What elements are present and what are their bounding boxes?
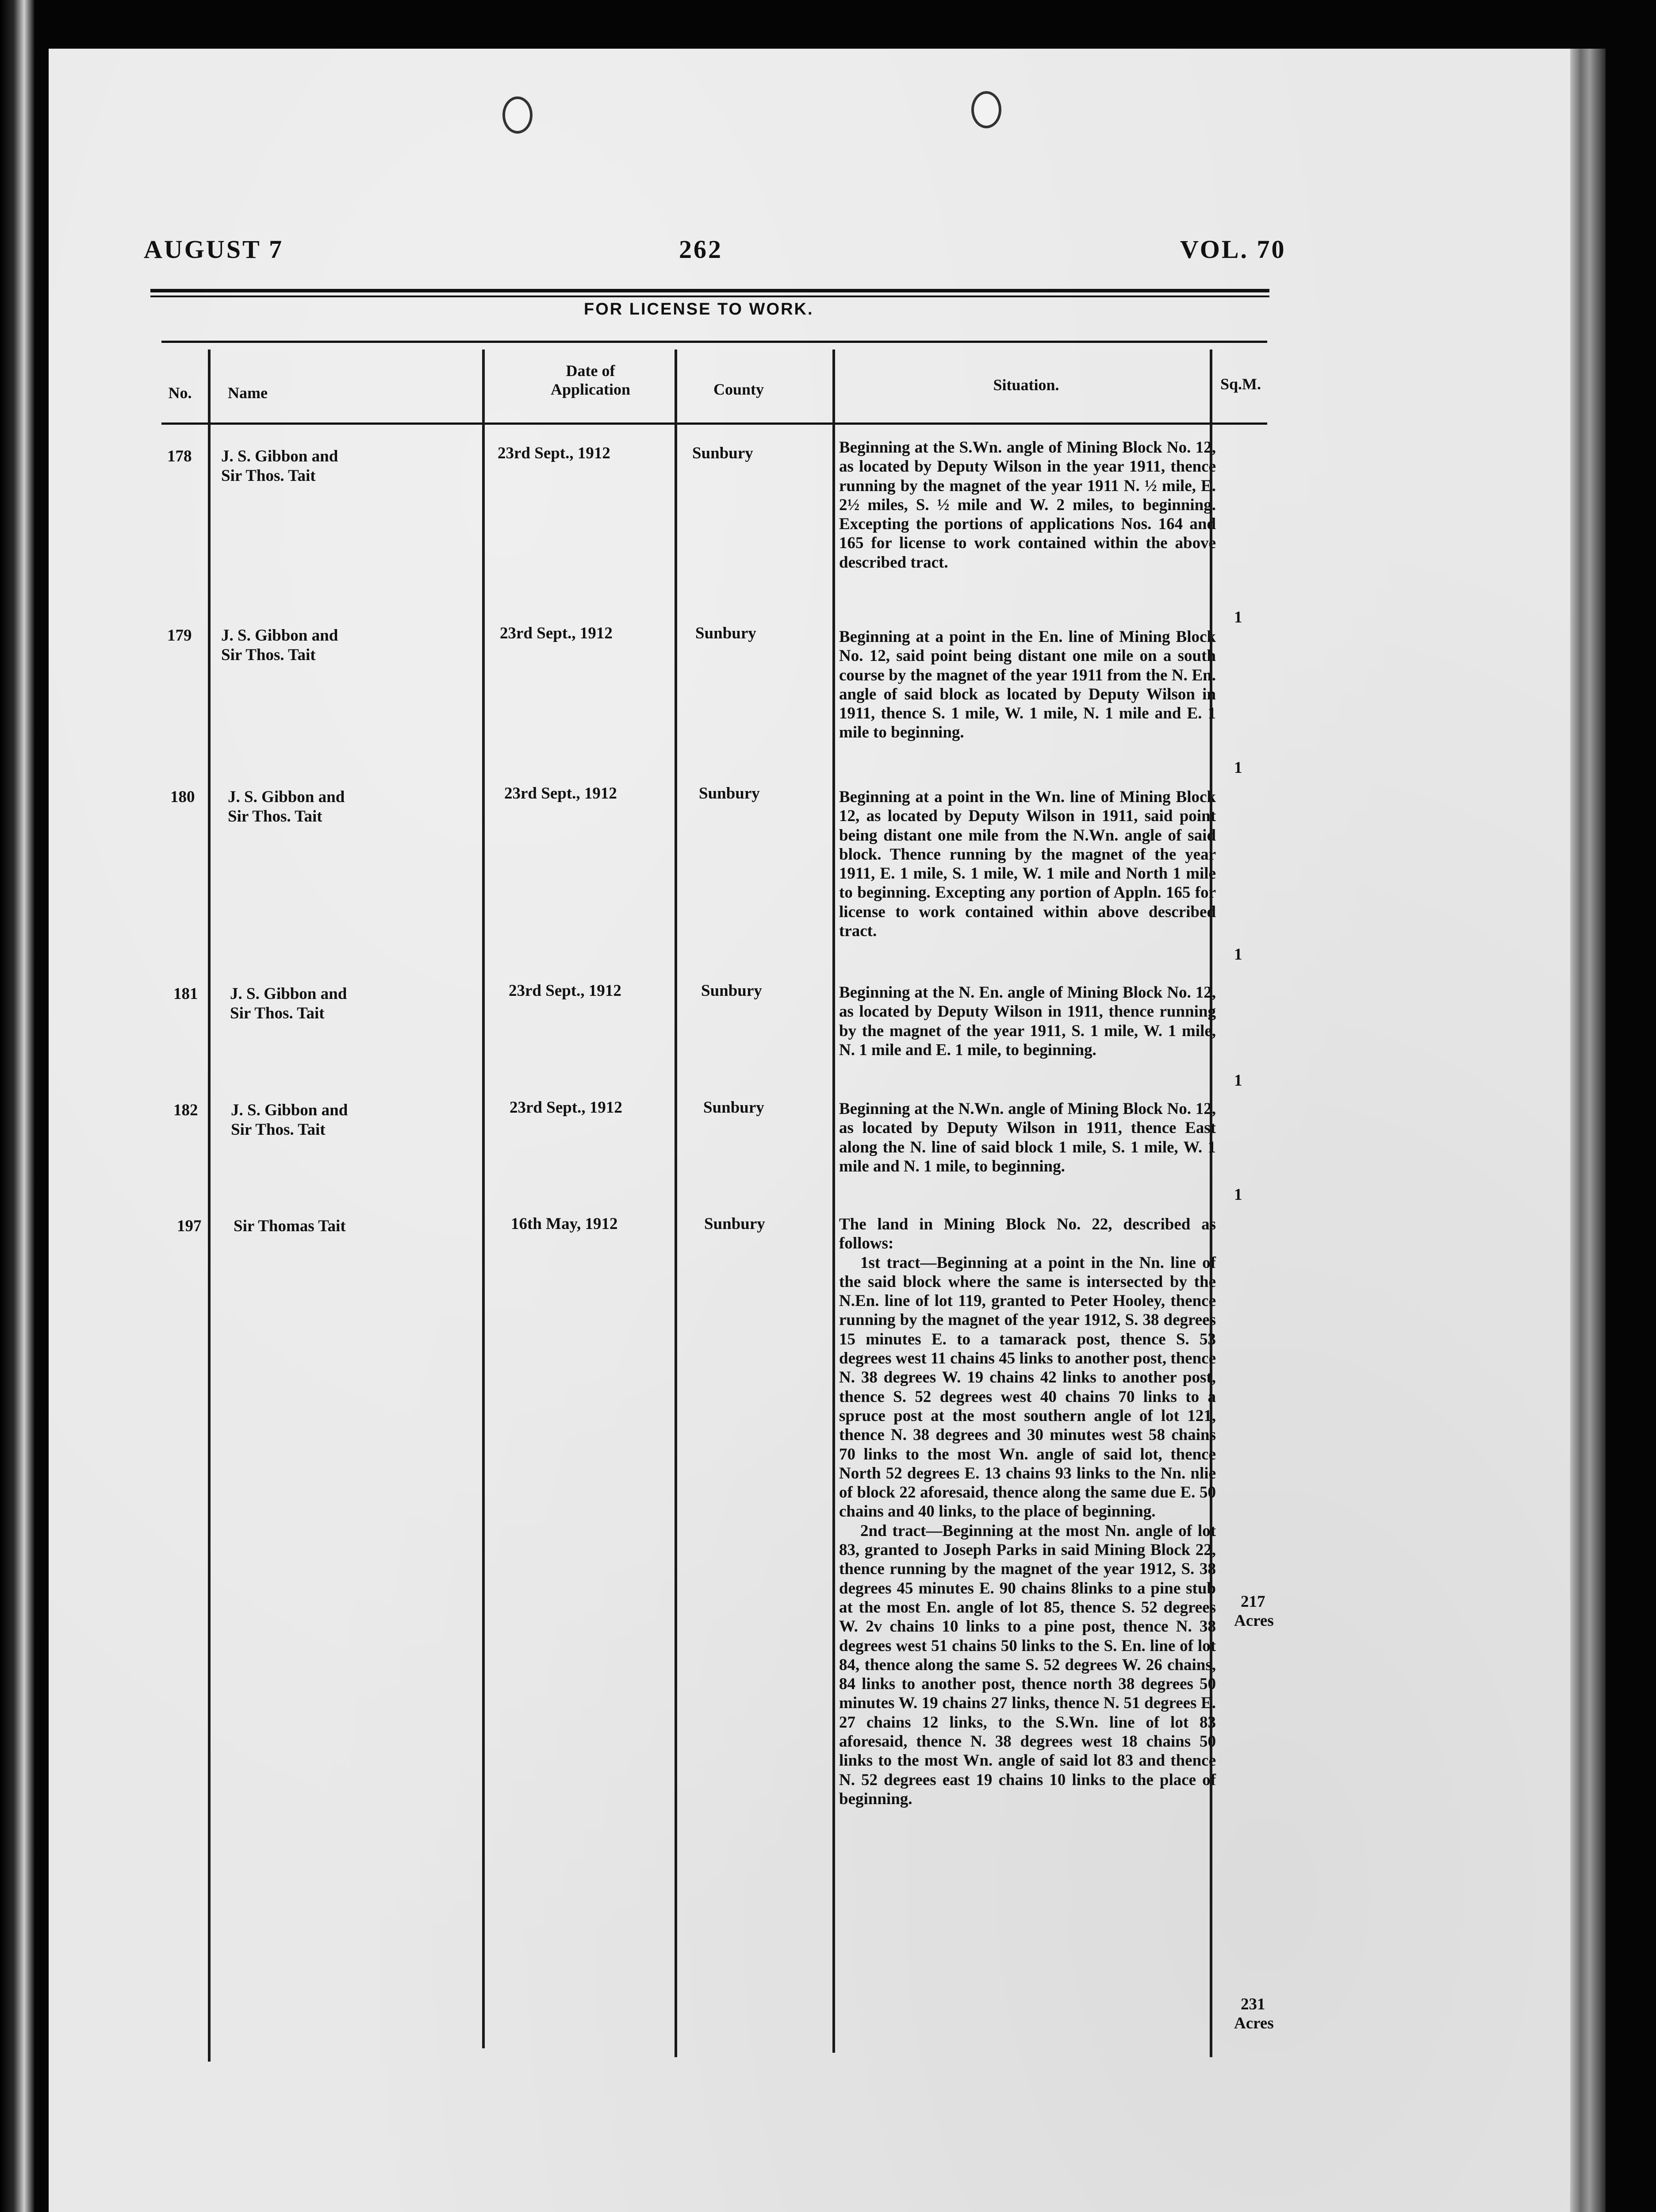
row-county: Sunbury: [699, 784, 760, 803]
situation-paragraph: Beginning at the N.Wn. angle of Mining Block No. 12, as located by Deputy Wilson in 1911, thence East along the N. line of said block 1 mile, S. 1 mile, W. 1 mile and N. 1 mile, to beginning.: [839, 1100, 1216, 1175]
situation-paragraph: The land in Mining Block No. 22, described as follows:: [839, 1215, 1216, 1253]
header-date: AUGUST 7: [144, 235, 284, 264]
column-divider-2: [482, 349, 485, 2048]
header-rule-thin: [150, 296, 1269, 297]
row-date: 23rd Sept., 1912: [504, 784, 617, 803]
row-name: J. S. Gibbon and: [228, 788, 345, 806]
row-sqm: 1: [1234, 1186, 1242, 1204]
volume-label: VOL. 70: [1180, 235, 1286, 264]
page-number: 262: [679, 235, 723, 264]
column-header-application: Application: [550, 380, 631, 398]
situation-paragraph: Beginning at a point in the En. line of Mining Block No. 12, said point being distant one mile on a south course by the magnet of the year 1911 from the N. En. angle of said block as located by Deputy Wilson in 1911, thence S. 1 mile, W. 1 mile, N. 1 mile and E. 1 mile to beginning.: [839, 628, 1216, 742]
row-no: 179: [167, 626, 192, 645]
row-date: 23rd Sept., 1912: [498, 444, 610, 462]
row-name: Sir Thomas Tait: [234, 1217, 346, 1235]
row-name-cont: Sir Thos. Tait: [228, 807, 322, 826]
row-sqm-unit: Acres: [1234, 1612, 1274, 1630]
row-no: 197: [177, 1217, 202, 1235]
row-name-cont: Sir Thos. Tait: [231, 1121, 326, 1139]
column-header-sqm: Sq.M.: [1220, 375, 1261, 393]
adjacent-page-edge: [0, 0, 34, 2212]
column-divider-3: [675, 349, 677, 2057]
row-no: 180: [170, 788, 195, 806]
column-divider-1: [208, 349, 211, 2062]
table-caption: FOR LICENSE TO WORK.: [584, 300, 814, 319]
book-binding-edge: [1570, 49, 1606, 2212]
row-no: 181: [173, 985, 198, 1003]
row-name: J. S. Gibbon and: [231, 1101, 348, 1119]
row-sqm: 217: [1241, 1593, 1265, 1611]
row-date: 23rd Sept., 1912: [500, 624, 613, 642]
row-sqm: 1: [1234, 608, 1242, 626]
row-county: Sunbury: [703, 1098, 764, 1117]
column-header-situation: Situation.: [993, 376, 1059, 394]
punch-hole-right: [971, 91, 1001, 128]
row-sqm: 1: [1234, 945, 1242, 964]
row-situation: [839, 787, 1216, 941]
row-no: 182: [173, 1101, 198, 1119]
column-header-name: Name: [228, 384, 268, 402]
row-situation: [839, 1215, 1216, 1809]
row-sqm-second-unit: Acres: [1234, 2014, 1274, 2032]
row-situation: [839, 438, 1216, 572]
row-county: Sunbury: [695, 624, 756, 642]
row-name-cont: Sir Thos. Tait: [221, 467, 316, 485]
table-header-rule: [161, 422, 1267, 425]
row-county: Sunbury: [692, 444, 753, 462]
column-header-no: No.: [168, 384, 192, 402]
row-county: Sunbury: [704, 1215, 765, 1233]
row-date: 16th May, 1912: [511, 1215, 618, 1233]
row-name: J. S. Gibbon and: [221, 447, 338, 465]
row-date: 23rd Sept., 1912: [509, 982, 621, 1000]
situation-paragraph-tract-2: 2nd tract—Beginning at the most Nn. angle of lot 83, granted to Joseph Parks in said Mining Block 22, thence running by the magnet of the year 1912, S. 38 degrees 45 minutes E. 90 chains 8links to a pine stub at the most En. angle of lot 85, thence S. 52 degrees W. 2v chains 10 links to a pine post, thence N. 38 degrees west 51 chains 50 links to the S. En. line of lot 84, thence along the same S. 52 degrees W. 26 chains, 84 links to another post, thence north 38 degrees 50 minutes W. 19 chains 27 links, thence N. 51 degrees E. 27 chains 12 links, to the S.Wn. line of lot 83 aforesaid, thence N. 38 degrees west 18 chains 50 links to the most Wn. angle of said lot 83 and thence N. 52 degrees east 19 chains 10 links to the place of beginning.: [839, 1521, 1216, 1808]
row-sqm: 1: [1234, 759, 1242, 777]
situation-paragraph: Beginning at a point in the Wn. line of Mining Block 12, as located by Deputy Wilson in 1911, said point being distant one mile from the N.Wn. angle of said block. Thence running by the magnet of the year 1911, E. 1 mile, S. 1 mile, W. 1 mile and North 1 mile to beginning. Excepting any portion of Appln. 165 for license to work contained within above described tract.: [839, 788, 1216, 941]
situation-paragraph: Beginning at the S.Wn. angle of Mining Block No. 12, as located by Deputy Wilson in the year 1911, thence running by the magnet of the year 1911 N. ½ mile, E. 2½ miles, S. ½ mile and W. 2 miles, to beginning. Excepting the portions of applications Nos. 164 and 165 for license to work contained within the above described tract.: [839, 438, 1216, 572]
row-sqm: 1: [1234, 1071, 1242, 1090]
row-name: J. S. Gibbon and: [230, 985, 347, 1003]
row-situation: [839, 983, 1216, 1060]
row-name: J. S. Gibbon and: [221, 626, 338, 645]
row-name-cont: Sir Thos. Tait: [221, 646, 316, 664]
column-header-county: County: [713, 380, 764, 398]
situation-paragraph-tract-1: 1st tract—Beginning at a point in the Nn. line of the said block where the same is intersected by the N.En. line of lot 119, granted to Peter Hooley, thence running by the magnet of the year 1912, S. 38 degrees 15 minutes E. to a tamarack post, thence S. 53 degrees west 11 chains 45 links to another post, thence N. 38 degrees W. 19 chains 42 links to another post, thence S. 52 degrees west 40 chains 70 links to a spruce post at the most southern angle of lot 121, thence N. 38 degrees and 30 minutes west 58 chains 70 links to the most Wn. angle of said lot, thence North 52 degrees E. 13 chains 93 links to the Nn. nlie of block 22 aforesaid, thence along the same due E. 50 chains and 40 links, to the place of beginning.: [839, 1253, 1216, 1521]
row-situation: [839, 627, 1216, 742]
row-name-cont: Sir Thos. Tait: [230, 1004, 325, 1022]
punch-hole-left: [502, 96, 533, 134]
column-header-date-of: Date of: [566, 362, 615, 380]
row-situation: [839, 1099, 1216, 1176]
situation-paragraph: Beginning at the N. En. angle of Mining Block No. 12, as located by Deputy Wilson in 1911, thence running by the magnet of the year 1911, S. 1 mile, W. 1 mile, N. 1 mile and E. 1 mile, to beginning.: [839, 983, 1216, 1059]
row-county: Sunbury: [701, 982, 762, 1000]
row-no: 178: [167, 447, 192, 465]
header-rule-thick: [150, 289, 1269, 292]
row-date: 23rd Sept., 1912: [510, 1098, 622, 1117]
row-sqm-second: 231: [1241, 1995, 1265, 2013]
table-top-rule: [161, 341, 1267, 343]
column-divider-4: [832, 349, 835, 2053]
